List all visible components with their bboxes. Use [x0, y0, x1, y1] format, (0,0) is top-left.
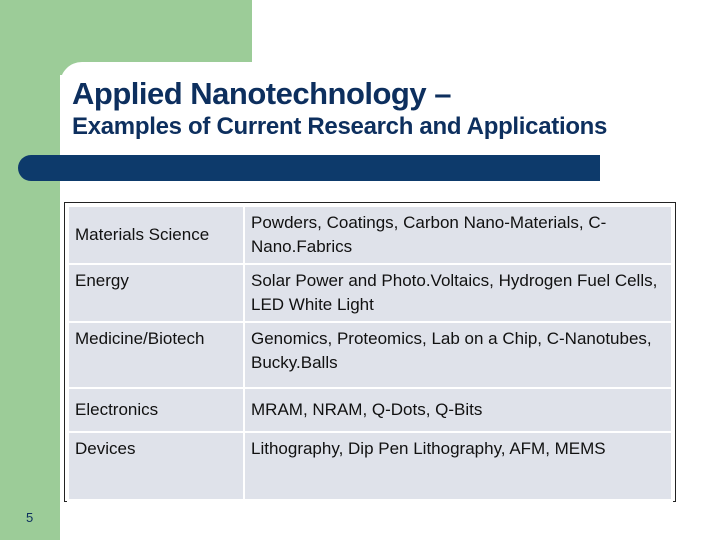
examples-cell: Genomics, Proteomics, Lab on a Chip, C-Nanotubes, Bucky.Balls	[244, 322, 672, 388]
research-area-cell: Energy	[68, 264, 244, 322]
applications-table	[65, 203, 675, 501]
research-area-cell: Medicine/Biotech	[68, 322, 244, 388]
examples-cell: MRAM, NRAM, Q-Dots, Q-Bits	[244, 388, 672, 432]
title-divider-bar	[18, 155, 600, 181]
accent-sidebar	[0, 0, 60, 540]
table-row	[68, 264, 672, 322]
slide-title: Applied Nanotechnology –	[72, 76, 451, 111]
examples-cell: Lithography, Dip Pen Lithography, AFM, MEMS	[244, 432, 672, 502]
table-row	[68, 322, 672, 388]
table-row	[68, 388, 672, 432]
table-row	[68, 206, 672, 264]
examples-cell: Solar Power and Photo.Voltaics, Hydrogen Fuel Cells, LED White Light	[244, 264, 672, 322]
research-area-cell: Materials Science	[68, 206, 244, 264]
examples-cell: Powders, Coatings, Carbon Nano-Materials, C-Nano.Fabrics	[244, 206, 672, 264]
slide-subtitle: Examples of Current Research and Applications	[72, 113, 608, 140]
research-area-cell: Devices	[68, 432, 244, 502]
page-number: 5	[26, 510, 34, 525]
table-row	[68, 432, 672, 502]
research-area-cell: Electronics	[68, 388, 244, 432]
